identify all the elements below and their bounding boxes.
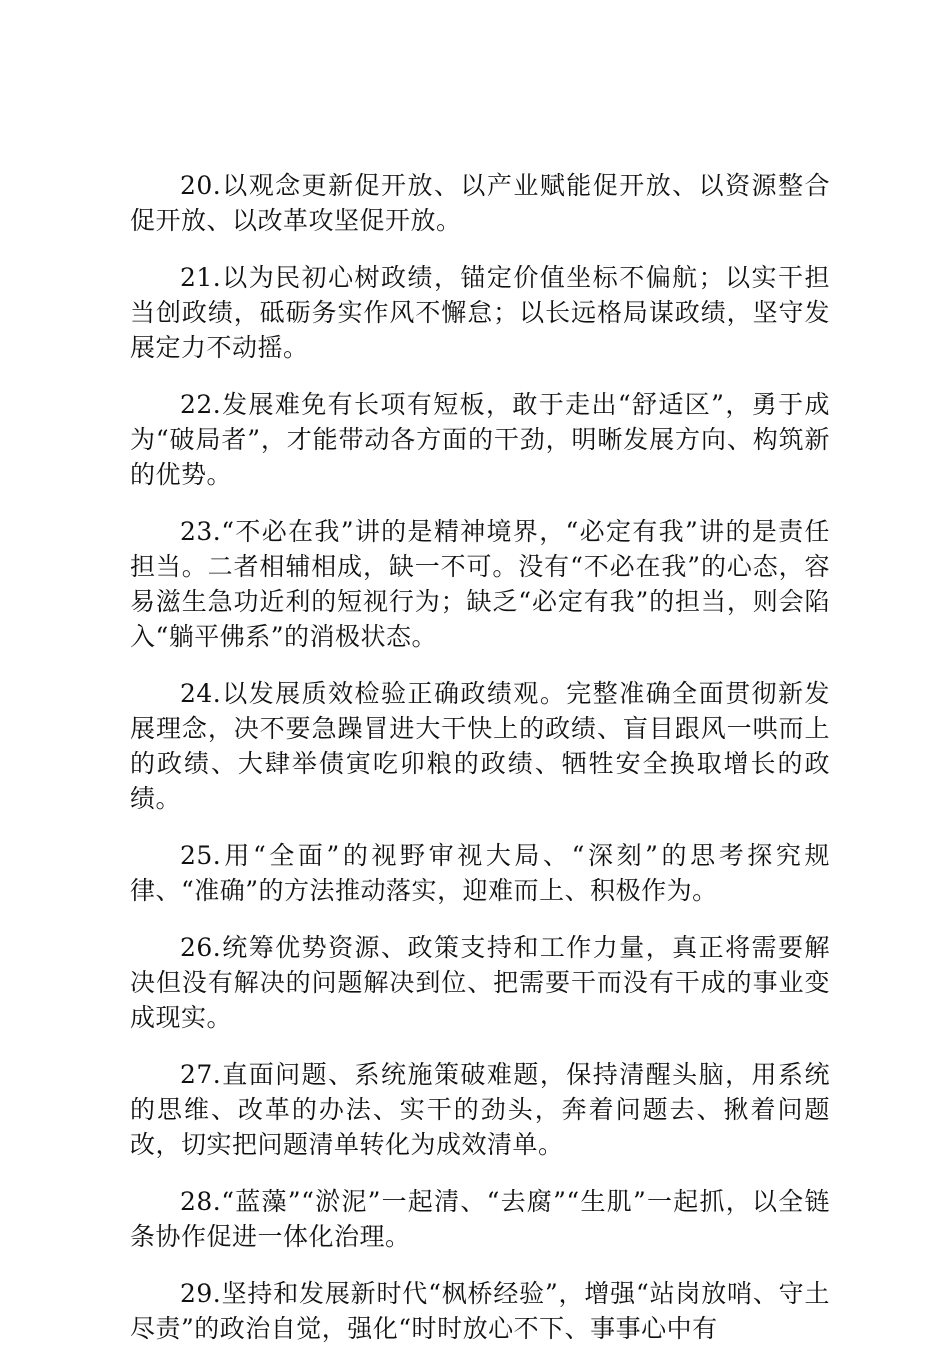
paragraph-27: 27.直面问题、系统施策破难题，保持清醒头脑，用系统的思维、改革的办法、实干的劲头，奔着问题去、揪着问题改，切实把问题清单转化为成效清单。 (130, 1060, 830, 1159)
paragraph-22: 22.发展难免有长项有短板，敢于走出“舒适区”，勇于成为“破局者”，才能带动各方面的干劲，明晰发展方向、构筑新的优势。 (130, 390, 830, 489)
paragraph-23: 23.“不必在我”讲的是精神境界，“必定有我”讲的是责任担当。二者相辅相成，缺一不可。没有“不必在我”的心态，容易滋生急功近利的短视行为；缺乏“必定有我”的担当，则会陷入“躺平佛系”的消极状态。 (130, 517, 830, 651)
paragraph-28: 28.“蓝藻”“淤泥”一起清、“去腐”“生肌”一起抓，以全链条协作促进一体化治理。 (130, 1187, 830, 1251)
paragraph-25: 25.用“全面”的视野审视大局、“深刻”的思考探究规律、“准确”的方法推动落实，迎难而上、积极作为。 (130, 841, 830, 905)
paragraph-20: 20.以观念更新促开放、以产业赋能促开放、以资源整合促开放、以改革攻坚促开放。 (130, 171, 830, 235)
paragraph-26: 26.统筹优势资源、政策支持和工作力量，真正将需要解决但没有解决的问题解决到位、把需要干而没有干成的事业变成现实。 (130, 933, 830, 1032)
paragraph-24: 24.以发展质效检验正确政绩观。完整准确全面贯彻新发展理念，决不要急躁冒进大干快上的政绩、盲目跟风一哄而上的政绩、大肆举债寅吃卯粮的政绩、牺牲安全换取增长的政绩。 (130, 679, 830, 813)
paragraph-29: 29.坚持和发展新时代“枫桥经验”，增强“站岗放哨、守土尽责”的政治自觉，强化“时时放心不下、事事心中有 (130, 1279, 830, 1343)
paragraph-21: 21.以为民初心树政绩，锚定价值坐标不偏航；以实干担当创政绩，砥砺务实作风不懈怠；以长远格局谋政绩，坚守发展定力不动摇。 (130, 263, 830, 362)
document-body (130, 168, 830, 1368)
